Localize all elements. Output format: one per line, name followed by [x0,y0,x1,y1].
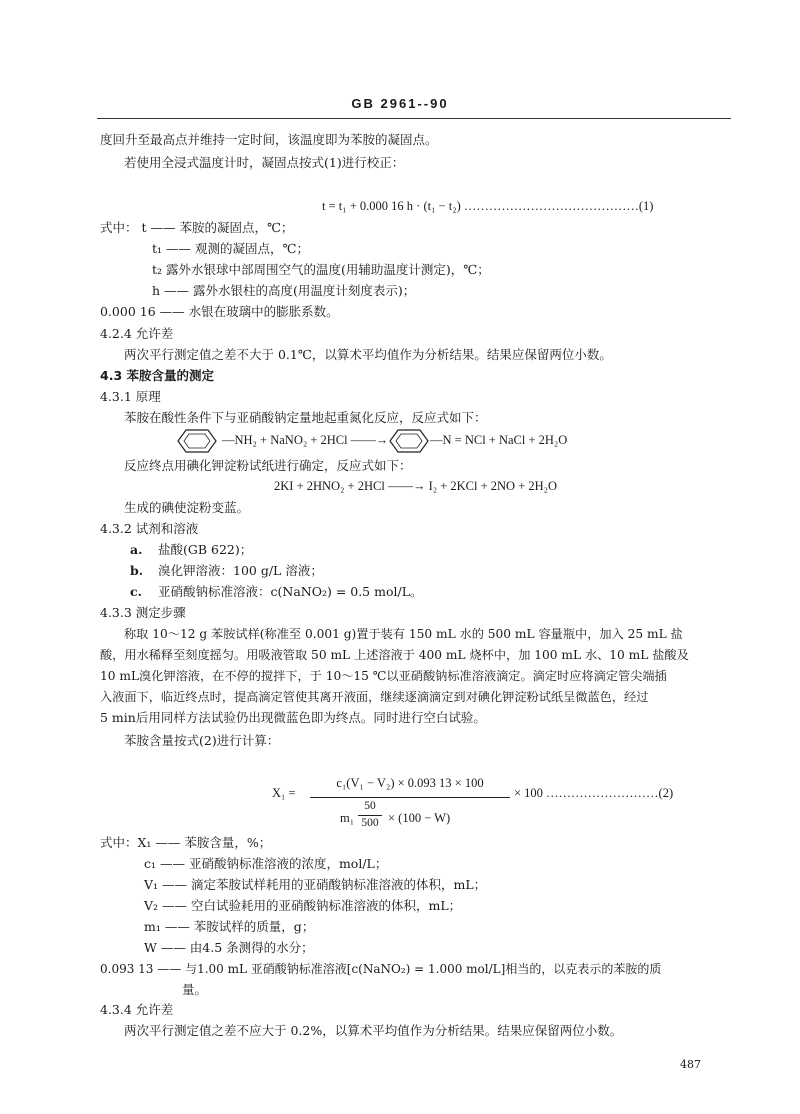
page-header: GB 2961--90 [351,96,449,111]
benzene-ring-icon [380,428,436,454]
equation-2-sub-numerator: 50 [364,800,376,812]
definition-line: t₂ 露外水银球中部周围空气的温度(用辅助温度计测定)，℃； [152,262,490,277]
paragraph-line: 生成的碘使淀粉变蓝。 [124,500,250,515]
list-label: a. [130,542,143,557]
paragraph-line: 反应终点用碘化钾淀粉试纸进行确定，反应式如下： [124,458,412,473]
equation-2-denominator-tail: × (100 − W) [388,811,451,825]
paragraph-line: 苯胺含量按式(2)进行计算： [124,733,280,748]
paragraph-line: 称取 10～12 g 苯胺试样(称准至 0.001 g)置于装有 150 mL 水的 500 mL 容量瓶中，加入 25 mL 盐 [124,627,683,641]
section-heading: 4.3.2 试剂和溶液 [100,521,199,536]
header-rule [97,118,731,119]
page-number: 487 [680,1058,701,1071]
definition-line: m₁ —— 苯胺试样的质量，g； [144,919,315,934]
list-label: c. [130,584,142,599]
paragraph-line: 两次平行测定值之差不大于 0.1℃，以算术平均值作为分析结果。结果应保留两位小数。 [124,347,612,362]
benzene-ring-icon [168,428,224,454]
paragraph-line: 苯胺在酸性条件下与亚硝酸钠定量地起重氮化反应，反应式如下： [124,410,487,425]
definition-line: 式中：X₁ —— 苯胺含量，%； [100,835,272,850]
equation-2-denominator-m: m₁ [340,811,355,825]
list-label: b. [130,563,144,578]
list-item: 亚硝酸钠标准溶液：c(NaNO₂) = 0.5 mol/L。 [158,584,423,599]
list-item: 溴化钾溶液：100 g/L 溶液； [158,563,323,578]
definition-line: V₁ —— 滴定苯胺试样耗用的亚硝酸钠标准溶液的体积，mL； [144,877,487,892]
definition-line: 量。 [182,982,208,997]
paragraph-line: 酸，用水稀释至刻度摇匀。用吸液管取 50 mL 上述溶液于 400 mL 烧杯中，加 100 mL 水、10 mL 盐酸及 [100,648,689,662]
definition-line: t₁ —— 观测的凝固点，℃； [152,241,309,256]
paragraph-line: 若使用全浸式温度计时，凝固点按式(1)进行校正： [124,155,405,170]
definition-line: c₁ —— 亚硝酸钠标准溶液的浓度，mol/L； [144,856,388,871]
paragraph-line: 入液面下，临近终点时，提高滴定管使其离开液面，继续逐滴滴定到对碘化钾淀粉试纸呈微蓝色，经过 [100,690,649,704]
equation-2-sub-denominator: 500 [361,817,379,829]
section-heading: 4.3.3 测定步骤 [100,605,186,620]
definition-line: W —— 由4.5 条测得的水分； [144,940,314,955]
section-heading: 4.3.1 原理 [100,389,161,404]
definition-line: h —— 露外水银柱的高度(用温度计刻度表示)； [152,283,416,298]
section-heading: 4.3.4 允许差 [100,1002,174,1017]
section-heading: 4.2.4 允许差 [100,326,174,341]
paragraph-line: 5 min后用同样方法试验仍出现微蓝色即为终点。同时进行空白试验。 [100,710,486,725]
paragraph-line: 10 mL溴化钾溶液，在不停的搅拌下，于 10～15 ℃以亚硝酸钠标准溶液滴定。滴定时应将滴定管尖端插 [100,669,667,683]
section-heading: 4.3 苯胺含量的测定 [100,368,214,383]
reaction-2: 2KI + 2HNO₂ + 2HCl ——→ I₂ + 2KCl + 2NO + 2H₂O [274,479,558,493]
paragraph-line: 两次平行测定值之差不应大于 0.2%，以算术平均值作为分析结果。结果应保留两位小数。 [124,1023,623,1038]
fraction-bar [358,815,382,816]
reaction-1-right: —N = NCl + NaCl + 2H₂O [430,433,568,447]
definition-line: 0.093 13 —— 与1.00 mL 亚硝酸钠标准溶液[c(NaNO₂) = 1.000 mol/L]相当的，以克表示的苯胺的质 [100,962,662,976]
list-item: 盐酸(GB 622)； [158,542,253,557]
equation-1: t = t₁ + 0.000 16 h · (t₁ − t₂) ……………………………………(1) [322,199,654,213]
reaction-1-left: —NH₂ + NaNO₂ + 2HCl ——→ [222,433,389,447]
equation-2-numerator: c₁(V₁ − V₂) × 0.093 13 × 100 [336,776,484,790]
paragraph-line: 度回升至最高点并维持一定时间，该温度即为苯胺的凝固点。 [100,132,438,147]
fraction-bar [310,797,510,798]
definition-line: 0.000 16 —— 水银在玻璃中的膨胀系数。 [100,304,339,319]
equation-2-lhs: X₁ = [272,786,296,800]
definition-line: V₂ —— 空白试验耗用的亚硝酸钠标准溶液的体积，mL； [144,898,462,913]
equation-2-rhs: × 100 ………………………(2) [514,786,674,800]
definition-line: 式中： t —— 苯胺的凝固点，℃； [100,220,294,235]
